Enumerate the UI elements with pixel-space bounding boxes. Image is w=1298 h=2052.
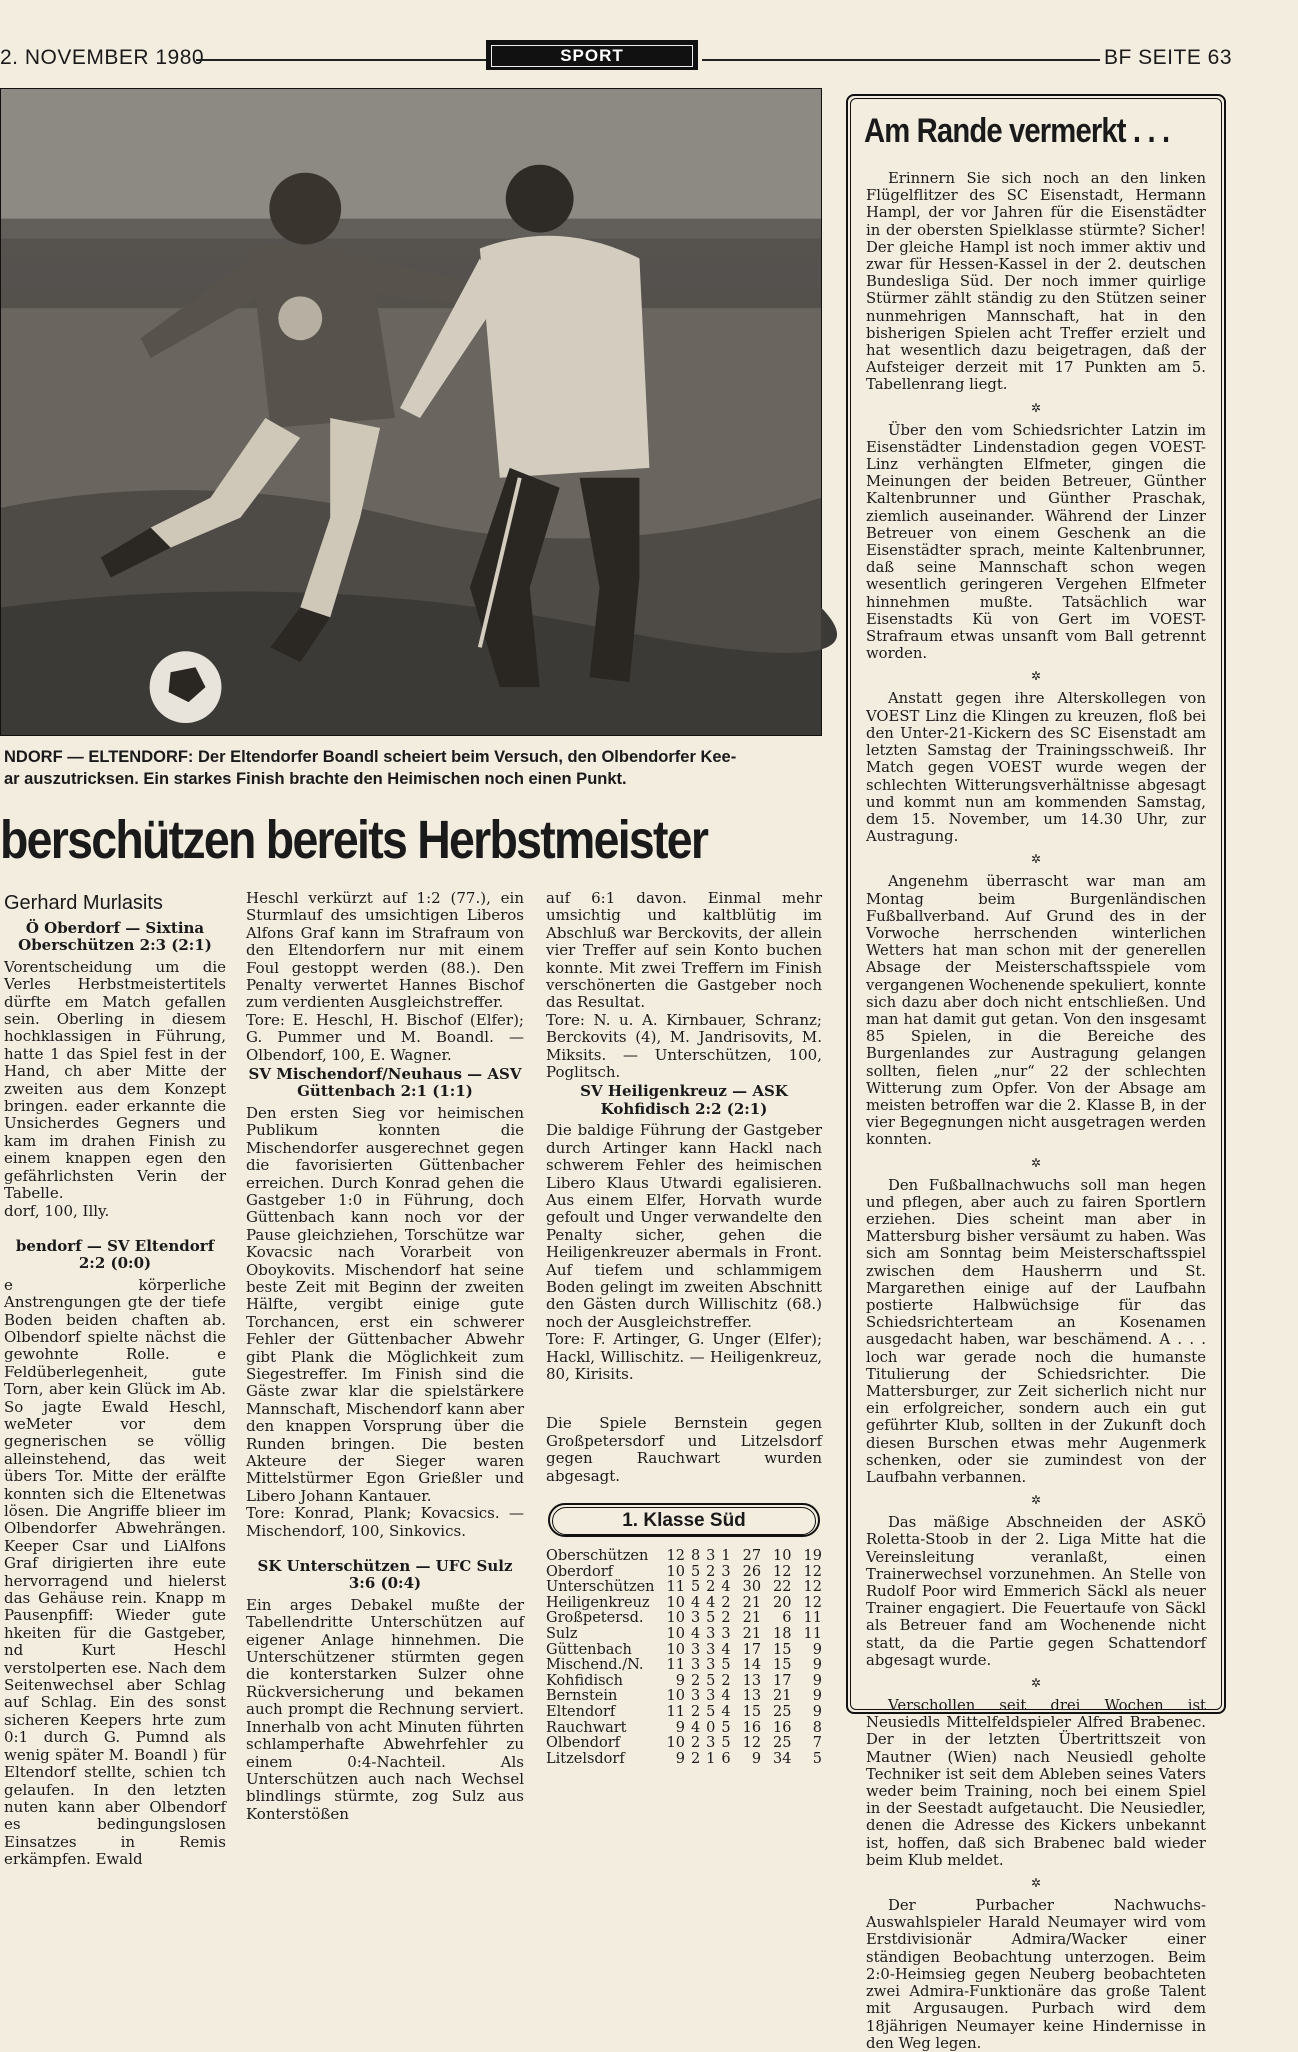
table-cell: 10	[666, 1641, 685, 1658]
section-title: SPORT	[491, 45, 693, 67]
match-scorers: Tore: Konrad, Plank; Kovacsics. — Mischendorf, 100, Sinkovics.	[246, 1504, 524, 1540]
table-row	[546, 1565, 822, 1581]
cancelled-note: Die Spiele Bernstein gegen Großpetersdorf und Litzelsdorf gegen Rauchwart wurden abgesagt.	[546, 1414, 822, 1485]
table-cell: 17	[773, 1672, 792, 1689]
team-name: Kohfidisch	[546, 1672, 624, 1689]
table-cell: 5	[721, 1735, 731, 1752]
table-cell: 20	[773, 1594, 792, 1611]
sidebar-paragraph: Das mäßige Abschneiden der ASKÖ Roletta-Stoob in der 2. Liga Mitte hat die Vereinsleitung veranlaßt, einen Trainerwechsel vorzunehmen. An Stelle von Rudolf Poor wird Emmerich Säckl als neuer Trainer engagiert. Die Feuertaufe von Säckl als Betreuer fand am Wochenende nicht statt, da die Partie gegen Schattendorf abgesagt wurde.	[866, 1514, 1206, 1669]
article-column-3	[546, 890, 822, 1767]
team-name: Mischend./N.	[546, 1657, 644, 1674]
table-row	[546, 1705, 822, 1721]
table-cell: 26	[742, 1563, 762, 1580]
standings-table	[546, 1549, 822, 1767]
team-name: Rauchwart	[546, 1719, 627, 1736]
table-cell: 4	[706, 1594, 716, 1611]
article-headline: berschützen bereits Herbstmeister	[0, 810, 708, 870]
table-cell: 17	[742, 1641, 762, 1658]
table-row	[546, 1736, 822, 1752]
table-cell: 3	[690, 1688, 701, 1705]
table-cell: 25	[773, 1735, 792, 1752]
section-label	[486, 40, 698, 70]
separator-star-icon: ✲	[1030, 1493, 1042, 1508]
match-heading: SV Mischendorf/Neuhaus — ASV Güttenbach 2:1 (1:1)	[248, 1065, 522, 1101]
issue-date: 2. NOVEMBER 1980	[0, 46, 205, 69]
match-scorers: Tore: E. Heschl, H. Bischof (Elfer); G. Pummer und M. Boandl. — Olbendorf, 100, E. Wagner.	[246, 1010, 524, 1064]
table-cell: 2	[690, 1750, 701, 1767]
separator-star-icon: ✲	[1030, 1876, 1042, 1891]
table-row	[546, 1643, 822, 1659]
table-row	[546, 1658, 822, 1674]
match-heading: SV Heiligenkreuz — ASK Kohfidisch 2:2 (2:1)	[580, 1082, 788, 1118]
table-cell: 10	[666, 1594, 685, 1611]
photo-illustration	[1, 89, 821, 735]
table-cell: 5	[706, 1703, 716, 1720]
table-cell: 5	[690, 1579, 701, 1596]
table-cell: 13	[742, 1688, 762, 1705]
sidebar-paragraph: Verschollen seit drei Wochen ist Neusiedls Mittelfeldspieler Alfred Brabenec. Der in der letzten Übertrittszeit von Mautner (Wien) nach Neusiedl geholte Techniker ist seit dem Ableben seines Vaters weder beim Training, noch bei einem Spiel in der Seestadt aufgetaucht. Die Neusiedler, denen die Adresse des Kickers unbekannt ist, hoffen, daß sich Brabenec bald wieder beim Klub meldet.	[866, 1697, 1206, 1869]
table-cell: 5	[690, 1563, 701, 1580]
table-cell: 11	[666, 1579, 685, 1596]
caption-line: ar auszutricksen. Ein starkes Finish brachte den Heimischen noch einen Punkt.	[4, 770, 627, 788]
table-cell: 11	[803, 1625, 822, 1642]
page-header	[0, 40, 1240, 74]
table-cell: 3	[706, 1548, 716, 1564]
football-players-photo	[0, 88, 822, 736]
table-cell: 11	[803, 1610, 822, 1627]
team-name: Heiligenkreuz	[546, 1594, 650, 1611]
table-cell: 4	[721, 1703, 731, 1720]
table-row	[546, 1549, 822, 1565]
sidebar-paragraph: Der Purbacher Nachwuchs-Auswahlspieler Harald Neumayer wird vom Erstdivisionär Admira/Wacker einer ständigen Beobachtung unterzogen. Beim 2:0-Heimsieg gegen Neuberg beobachteten zwei Admira-Funktionäre das große Talent mit Argusaugen. Purbach wird dem 18jährigen Neumayer keine Hindernisse in den Weg legen.	[866, 1897, 1206, 2052]
table-cell: 15	[742, 1703, 762, 1720]
table-cell: 6	[782, 1610, 792, 1627]
table-row	[546, 1752, 822, 1768]
match-heading: Ö Oberdorf — Sixtina Oberschützen 2:3 (2:1)	[18, 919, 212, 955]
table-cell: 12	[773, 1563, 792, 1580]
match-report: Den ersten Sieg vor heimischen Publikum konnten die Mischendorfer ausgerechnet gegen die favorisierten Güttenbacher erreichen. Durch Konrad gehen die Gastgeber 1:0 in Führung, doch Güttenbach kann noch vor der Pause gleichziehen, Torschütze war Kovacsic nach Vorarbeit von Oboykovits. Mischendorf hat seine beste Zeit mit Beginn der zweiten Hälfte, vergibt einige gute Torchancen, erst ein schwerer Fehler der Güttenbacher Abwehr gibt Plank die Möglichkeit zum Siegestreffer. Im Finish sind die Gäste zwar klar die spielstärkere Mannschaft, Mischendorf kann aber den knappen Vorsprung über die Runden bringen. Die besten Akteure der Sieger waren Mittelstürmer Egon Grießler und Libero Johann Kantauer.	[246, 1103, 524, 1505]
table-cell: 5	[706, 1672, 716, 1689]
table-cell: 19	[803, 1548, 822, 1564]
sidebar-paragraph: Über den vom Schiedsrichter Latzin im Eisenstädter Lindenstadion gegen VOEST-Linz verhängten Elfmeter, gingen die Meinungen der beiden Betreuer, Günther Kaltenbrunner und Günther Praschak, ziemlich auseinander. Während der Linzer Betreuer von einem Geschenk an die Eisenstädter sprach, meinte Kaltenbrunner, daß seine Mannschaft schon wegen wesentlich geringeren Vergehen Elfmeter hinnehmen mußte. Tatsächlich war Eisenstadts Kü von Gert im VOEST-Strafraum etwas unsanft vom Ball getrennt worden.	[866, 421, 1206, 663]
spacer	[546, 1383, 822, 1399]
table-cell: 10	[666, 1735, 685, 1752]
standings-title: 1. Klasse Süd	[552, 1507, 816, 1535]
table-cell: 18	[773, 1625, 792, 1642]
team-name: Oberschützen	[546, 1548, 649, 1564]
table-row	[546, 1627, 822, 1643]
sidebar-paragraph: Anstatt gegen ihre Alterskollegen von VOEST Linz die Klingen zu kreuzen, floß bei den Unter-21-Kickern des SC Eisenstadt am letzten Samstag der Trainingsschweiß. Ihr Match gegen VOEST wurde wegen der schlechten Witterungsverhältnisse abgesagt und kommt nun am kommenden Samstag, dem 15. November, um 14.30 Uhr, zur Austragung.	[866, 690, 1206, 846]
sidebar-title: Am Rande vermerkt . . .	[864, 112, 1170, 150]
separator-star-icon: ✲	[1030, 852, 1042, 867]
table-row	[546, 1721, 822, 1737]
table-cell: 8	[690, 1548, 701, 1564]
table-cell: 25	[773, 1703, 792, 1720]
table-cell: 2	[690, 1703, 701, 1720]
table-cell: 16	[773, 1719, 792, 1736]
table-cell: 3	[690, 1657, 701, 1674]
table-cell: 12	[666, 1548, 685, 1564]
table-cell: 6	[721, 1750, 731, 1767]
table-cell: 15	[773, 1657, 792, 1674]
match-heading: bendorf — SV Eltendorf 2:2 (0:0)	[15, 1236, 215, 1273]
table-cell: 2	[706, 1579, 716, 1596]
table-cell: 13	[742, 1672, 762, 1689]
table-cell: 2	[690, 1735, 701, 1752]
sidebar-paragraph: Erinnern Sie sich noch an den linken Flügelflitzer des SC Eisenstadt, Hermann Hampl, der vor Jahren für die Eisenstädter in der obersten Spielklasse stürmte? Sicher! Der gleiche Hampl ist noch immer aktiv und zwar für Hessen-Kassel in der 2. deutschen Bundesliga Süd. Der noch immer quirlige Stürmer zählt ständig zu den Stützen seiner nunmehrigen Mannschaft, hat in den bisherigen Spielen acht Treffer erzielt und hat wesentlich dazu beigetragen, daß der Aufsteiger derzeit mit 17 Punkten am 5. Tabellenrang liegt.	[866, 170, 1206, 394]
table-cell: 16	[742, 1719, 762, 1736]
table-cell: 12	[803, 1594, 822, 1611]
match-scorers: Tore: F. Artinger, G. Unger (Elfer); Hackl, Willischitz. — Heiligenkreuz, 80, Kirisits.	[546, 1330, 822, 1383]
table-cell: 11	[666, 1703, 685, 1720]
table-cell: 21	[742, 1594, 762, 1611]
table-cell: 2	[706, 1563, 716, 1580]
match-scorers: Tore: N. u. A. Kirnbauer, Schranz; Berckovits (4), M. Jandrisovits, M. Miksits. — Unterschützen, 100, Poglitsch.	[546, 1010, 822, 1082]
table-row	[546, 1580, 822, 1596]
standings-title-box	[548, 1503, 820, 1537]
match-report: Vorentscheidung um die Verles Herbstmeistertitels dürfte em Match gefallen sein. Oberling in diesem hochklassigen in Führung, hatte 1 das Spiel fest in der Hand, ch aber Mitte der zweiten aus dem Konzept bringen. eader erkannte die Unsicherdes Gegners und kam im drahen Finish zu einem knappen egen den gefährlichsten Verin der Tabelle.	[4, 957, 226, 1203]
table-cell: 0	[706, 1719, 716, 1736]
sidebar-box	[846, 94, 1226, 2052]
match-report: e körperliche Anstrengungen gte der tiefe Boden beiden chaften ab. Olbendorf spielte nächst die gewohnte Rolle. e Feldüberlegenheit, gute Torn, aber kein Glück im Ab. So jagte Ewald Heschl, weMeter vor dem gegnerischen se völlig alleinstehend, das weit übers Tor. Mitte der erälfte konnten sich die Eltenetwas lösen. Die Angriffe blieer im Olbendorfer Abwehrängen. Keeper Csar und LiAlfons Graf dirigierten ihre eute hervorragend und hielerst das Gehäuse rein. Knapp m Pausenpfiff: Wieder gute hkeiten für die Gastgeber, nd Kurt Heschl verstolperten ese. Nach dem Seitenwechsel aber Schlag auf Schlag. Ein des sonst sicheren Keepers hrte zum 0:1 durch G. Pumnd als wenig später M. Boandl ) für Eltendorf stellte, schien tch gelaufen. In den letzten nuten kann aber Olbendorf es bedingungslosen Einsatzes in Remis erkämpfen. Ewald	[4, 1275, 226, 1869]
table-cell: 4	[690, 1719, 701, 1736]
table-cell: 9	[812, 1688, 822, 1705]
table-cell: 3	[690, 1610, 701, 1627]
match-report: Die baldige Führung der Gastgeber durch Artinger kann Hackl nach schwerem Fehler des heimischen Libero Klaus Utwardi egalisieren. Aus einem Elfer, Horvath wurde gefoult und Unger verwandelte den Penalty sicher, gehen die Heiligenkreuzer abermals in Front. Auf tiefem und schlammigem Boden gelingt im zweiten Abschnitt den Gästen durch Willischitz (68.) noch der Ausgleichstreffer.	[546, 1121, 822, 1331]
table-cell: 9	[812, 1641, 822, 1658]
table-cell: 2	[721, 1610, 731, 1627]
team-name: Olbendorf	[546, 1735, 621, 1752]
team-name: Großpetersd.	[546, 1610, 644, 1627]
table-cell: 2	[721, 1672, 731, 1689]
separator-star-icon: ✲	[1030, 400, 1042, 415]
table-cell: 1	[721, 1548, 731, 1564]
match-footer: dorf, 100, Illy.	[4, 1201, 110, 1220]
table-cell: 5	[812, 1750, 822, 1767]
table-cell: 21	[742, 1625, 762, 1642]
page-number: BF SEITE 63	[1104, 46, 1233, 69]
table-cell: 4	[690, 1625, 701, 1642]
table-cell: 9	[675, 1672, 685, 1689]
table-cell: 10	[666, 1625, 685, 1642]
sidebar-paragraph: Den Fußballnachwuchs soll man hegen und pflegen, aber auch zu fairen Sportlern erziehen. Dies scheint man aber in Mattersburg bisher versäumt zu haben. Was sich am Sonntag beim Meisterschaftsspiel zwischen dem Hausherrn und St. Margarethen einige auf der Laufbahn postierte Halbwüchsige für das Schiedsrichterteam an Kosenamen ausgedacht haben, war beschämend. A . . . loch war gerade noch die humanste Titulierung der Schiedsrichter. Die Mattersburger, zur Zeit sicherlich nicht nur ein erfolgreicher, sondern auch ein gut geführter Klub, sollten in der Zukunft doch diesen Burschen etwas mehr Augenmerk schenken, oder sie zumindest von der Laufbahn verbannen.	[866, 1176, 1206, 1487]
table-cell: 22	[773, 1579, 792, 1596]
team-name: Güttenbach	[546, 1641, 632, 1658]
table-row	[546, 1689, 822, 1705]
table-cell: 2	[690, 1672, 701, 1689]
table-cell: 3	[706, 1641, 716, 1658]
table-cell: 21	[773, 1688, 792, 1705]
header-rule	[702, 59, 1100, 61]
table-cell: 34	[773, 1750, 792, 1767]
table-cell: 12	[803, 1563, 822, 1580]
table-cell: 12	[803, 1579, 822, 1596]
spacer	[546, 1399, 822, 1415]
table-cell: 10	[666, 1688, 685, 1705]
match-report: Heschl verkürzt auf 1:2 (77.), ein Sturmlauf des umsichtigen Liberos Alfons Graf kann im Strafraum von den Eltendorfern nur mit einem Foul gestoppt werden (88.). Den Penalty verwertet Hannes Bischof zum verdienten Ausgleichstreffer.	[246, 889, 524, 1012]
table-cell: 3	[706, 1657, 716, 1674]
header-rule	[196, 59, 486, 61]
table-cell: 7	[812, 1735, 822, 1752]
table-cell: 3	[721, 1625, 731, 1642]
team-name: Sulz	[546, 1625, 578, 1642]
table-cell: 8	[812, 1719, 822, 1736]
separator-star-icon: ✲	[1030, 669, 1042, 684]
table-cell: 30	[742, 1579, 762, 1596]
table-cell: 2	[721, 1594, 731, 1611]
table-cell: 4	[721, 1688, 731, 1705]
team-name: Unterschützen	[546, 1579, 655, 1596]
spacer	[246, 1540, 524, 1556]
table-cell: 3	[706, 1688, 716, 1705]
table-cell: 10	[773, 1548, 792, 1564]
table-cell: 3	[706, 1625, 716, 1642]
table-cell: 15	[773, 1641, 792, 1658]
author-byline: Gerhard Murlasits	[4, 892, 163, 914]
spacer	[4, 1220, 226, 1236]
article-column-1	[4, 890, 226, 1869]
table-cell: 4	[721, 1641, 731, 1658]
separator-star-icon: ✲	[1030, 1676, 1042, 1691]
table-cell: 21	[742, 1610, 762, 1627]
table-cell: 9	[675, 1750, 685, 1767]
team-name: Litzelsdorf	[546, 1750, 625, 1767]
table-cell: 9	[751, 1750, 762, 1767]
table-cell: 10	[666, 1563, 685, 1580]
table-row	[546, 1611, 822, 1627]
match-report: auf 6:1 davon. Einmal mehr umsichtig und kaltblütig im Abschluß war Berckovits, der allein vier Treffer auf sein Konto buchen konnte. Mit zwei Treffern im Finish verschönerten die Gastgeber noch das Resultat.	[546, 889, 822, 1012]
table-cell: 9	[675, 1719, 685, 1736]
team-name: Oberdorf	[546, 1563, 613, 1580]
table-cell: 1	[706, 1750, 716, 1767]
sidebar-body	[866, 170, 1206, 2052]
table-cell: 9	[812, 1703, 822, 1720]
table-cell: 9	[812, 1657, 822, 1674]
table-cell: 11	[666, 1657, 685, 1674]
table-cell: 3	[721, 1563, 731, 1580]
table-cell: 5	[706, 1610, 716, 1627]
caption-line: NDORF — ELTENDORF: Der Eltendorfer Boandl scheiert beim Versuch, den Olbendorfer Kee-	[4, 748, 737, 766]
table-cell: 9	[812, 1672, 822, 1689]
separator-star-icon: ✲	[1030, 1155, 1042, 1170]
table-cell: 5	[721, 1657, 731, 1674]
table-cell: 3	[690, 1641, 701, 1658]
match-heading: SK Unterschützen — UFC Sulz 3:6 (0:4)	[257, 1557, 513, 1593]
table-cell: 4	[690, 1594, 701, 1611]
sidebar-paragraph: Angenehm überrascht war man am Montag beim Burgenländischen Fußballverband. Auf Grund des in der Vorwoche herrschenden winterlichen Wetters hat man schon mit der generellen Absage der Meisterschaftsspiele vom vergangenen Wochenende spekuliert, konnte sich dazu aber doch nicht entschließen. Und man hat damit gut getan. Von den insgesamt 85 Spielen, in die Bereiche des Burgenlandes zur Austragung gelangen sollten, fielen „nur“ 22 der schlechten Witterung zum Opfer. Von der Absage am meisten betroffen war die 2. Klasse B, in der vier Begegnungen nicht ausgetragen werden konnten.	[866, 873, 1206, 1149]
team-name: Eltendorf	[546, 1703, 616, 1720]
table-cell: 4	[721, 1579, 731, 1596]
table-cell: 10	[666, 1610, 685, 1627]
table-cell: 12	[742, 1735, 762, 1752]
table-cell: 14	[742, 1657, 762, 1674]
match-report: Ein arges Debakel mußte der Tabellendritte Unterschützen auf eigener Anlage hinnehmen. Die Unterschützener stürmten gegen die konterstarken Sulzer ohne Rückversicherung und bekamen auch prompt die Rechnung serviert. Innerhalb von acht Minuten führten schlamperhafte Abwehrfehler zu einem 0:4-Nachteil. Als Unterschützen auch nach Wechsel blindlings stürmte, zog Sulz aus Konterstößen	[246, 1595, 524, 1823]
table-cell: 27	[742, 1548, 762, 1564]
table-row	[546, 1596, 822, 1612]
photo-caption	[4, 746, 824, 790]
article-column-2	[246, 890, 524, 1823]
table-cell: 3	[706, 1735, 716, 1752]
table-row	[546, 1674, 822, 1690]
table-cell: 5	[721, 1719, 731, 1736]
team-name: Bernstein	[546, 1688, 618, 1705]
